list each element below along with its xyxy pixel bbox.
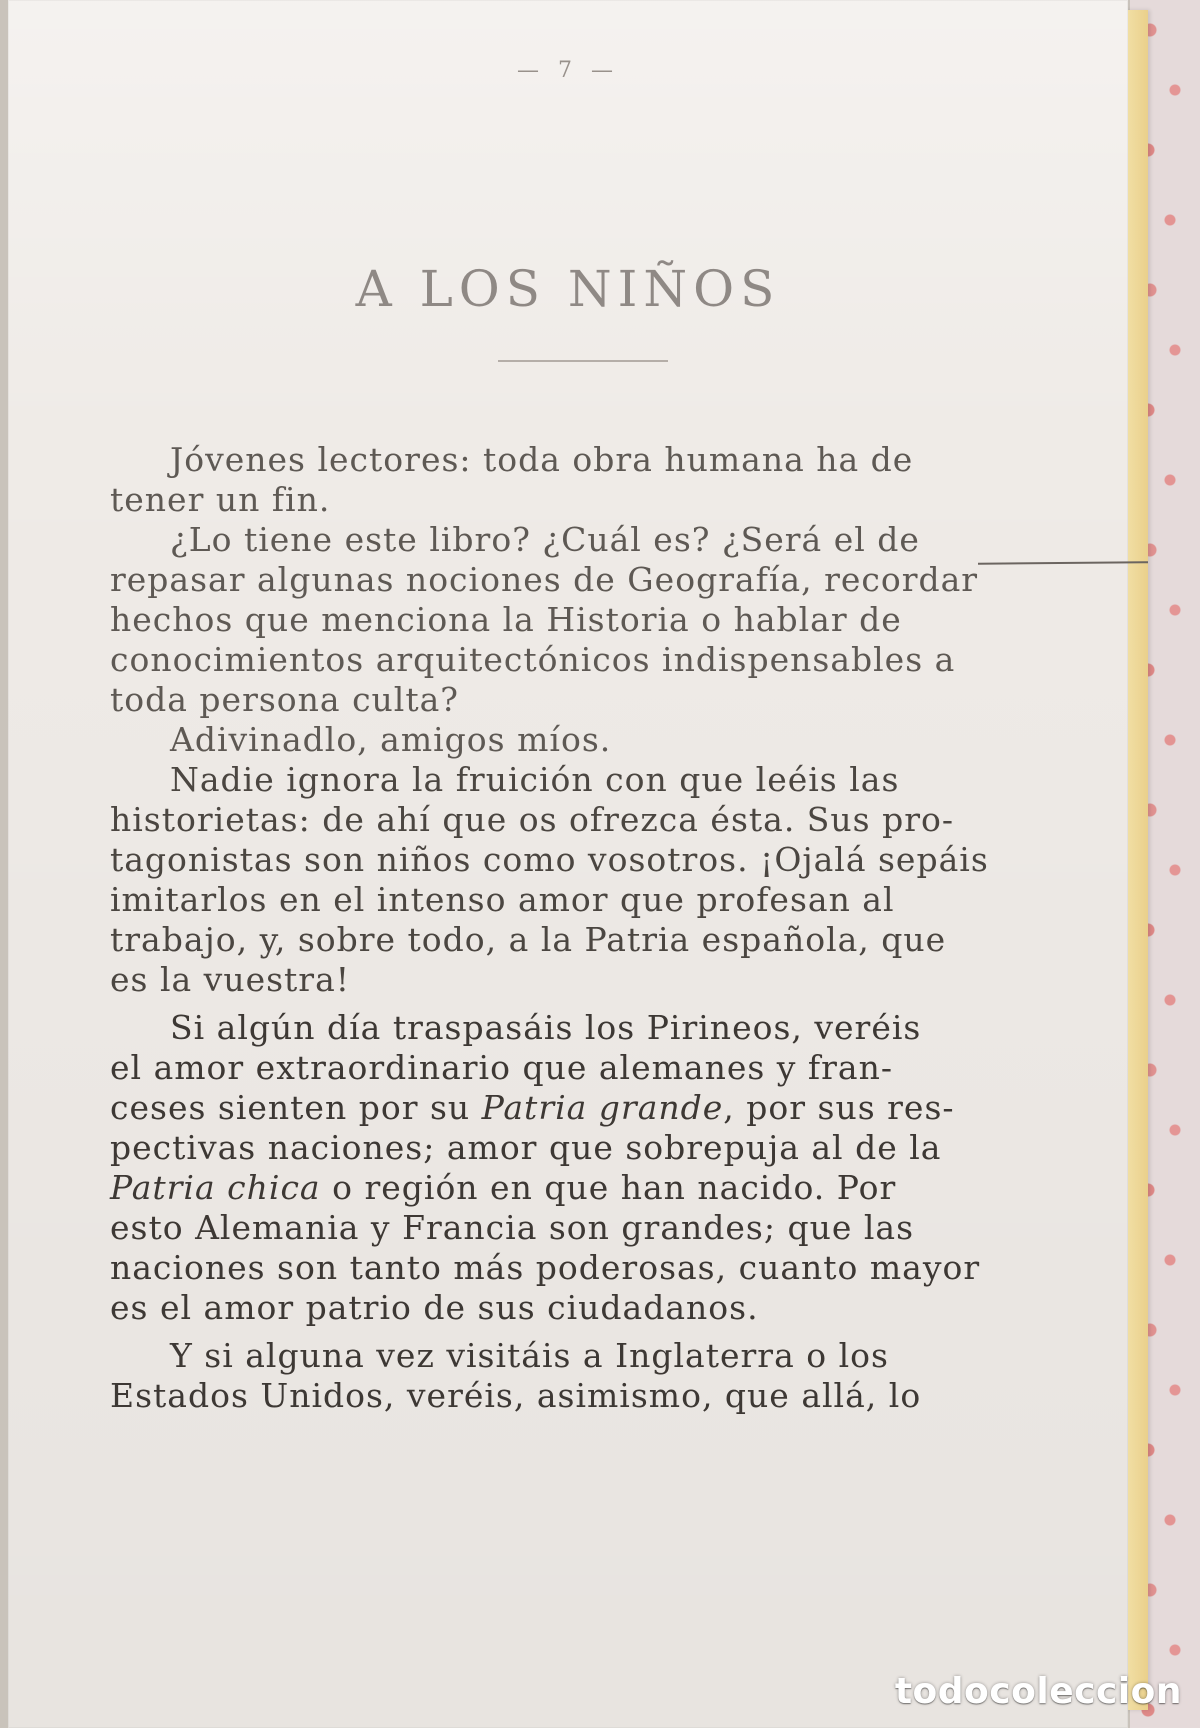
paragraph-4-line-5: trabajo, y, sobre todo, a la Patria española, que <box>110 920 947 959</box>
title-underline-rule <box>498 360 668 362</box>
paragraph-6-line-2: Estados Unidos, veréis, asimismo, que allá, lo <box>110 1376 922 1415</box>
page-number: — 7 — <box>517 58 619 83</box>
paragraph-3-line-1: Adivinadlo, amigos míos. <box>170 720 612 759</box>
paragraph-2-line-2: repasar algunas nociones de Geografía, recordar <box>110 560 979 599</box>
paragraph-4-line-2: historietas: de ahí que os ofrezca ésta. Sus pro- <box>110 800 955 839</box>
paragraph-2-line-4: conocimientos arquitectónicos indispensables a <box>110 640 956 679</box>
paragraph-5-line-3-part-c: , por sus res- <box>723 1088 955 1127</box>
paragraph-5-line-2: el amor extraordinario que alemanes y fran- <box>110 1048 893 1087</box>
paragraph-4-line-4: imitarlos en el intenso amor que profesan al <box>110 880 895 919</box>
paragraph-5-line-1: Si algún día traspasáis los Pirineos, veréis <box>170 1008 922 1047</box>
paragraph-5-line-3 <box>110 1088 1040 1128</box>
paragraph-5-line-8: es el amor patrio de sus ciudadanos. <box>110 1288 759 1327</box>
paragraph-4-line-1: Nadie ignora la fruición con que leéis las <box>170 760 900 799</box>
paragraph-5-line-7: naciones son tanto más poderosas, cuanto mayor <box>110 1248 981 1287</box>
paragraph-6-line-1: Y si alguna vez visitáis a Inglaterra o los <box>170 1336 889 1375</box>
paragraph-2-line-3: hechos que menciona la Historia o hablar de <box>110 600 902 639</box>
paragraph-5-line-5 <box>110 1168 1040 1208</box>
body-text <box>110 440 1040 1416</box>
paragraph-spacer <box>110 1328 1040 1336</box>
paragraph-5-line-3-part-a: ceses sienten por su <box>110 1088 482 1127</box>
paragraph-1-line-2: tener un fin. <box>110 480 331 519</box>
paragraph-5-line-4: pectivas naciones; amor que sobrepuja al de la <box>110 1128 942 1167</box>
paragraph-spacer <box>110 1000 1040 1008</box>
paragraph-1-line-1: Jóvenes lectores: toda obra humana ha de <box>170 440 914 479</box>
watermark-logo: todocoleccion <box>894 1671 1182 1712</box>
chapter-title: A LOS NIÑOS <box>355 260 781 318</box>
paragraph-2-line-5: toda persona culta? <box>110 680 459 719</box>
paragraph-4-line-6: es la vuestra! <box>110 960 351 999</box>
paragraph-5-line-6: esto Alemania y Francia son grandes; que las <box>110 1208 914 1247</box>
book-page <box>8 0 1128 1728</box>
patria-chica-italic: Patria chica <box>110 1168 321 1207</box>
paragraph-5-line-5-part-b: o región en que han nacido. Por <box>320 1168 897 1207</box>
patria-grande-italic: Patria grande <box>481 1088 724 1127</box>
paragraph-4-line-3: tagonistas son niños como vosotros. ¡Ojalá sepáis <box>110 840 989 879</box>
paragraph-2-line-1: ¿Lo tiene este libro? ¿Cuál es? ¿Será el de <box>170 520 920 559</box>
